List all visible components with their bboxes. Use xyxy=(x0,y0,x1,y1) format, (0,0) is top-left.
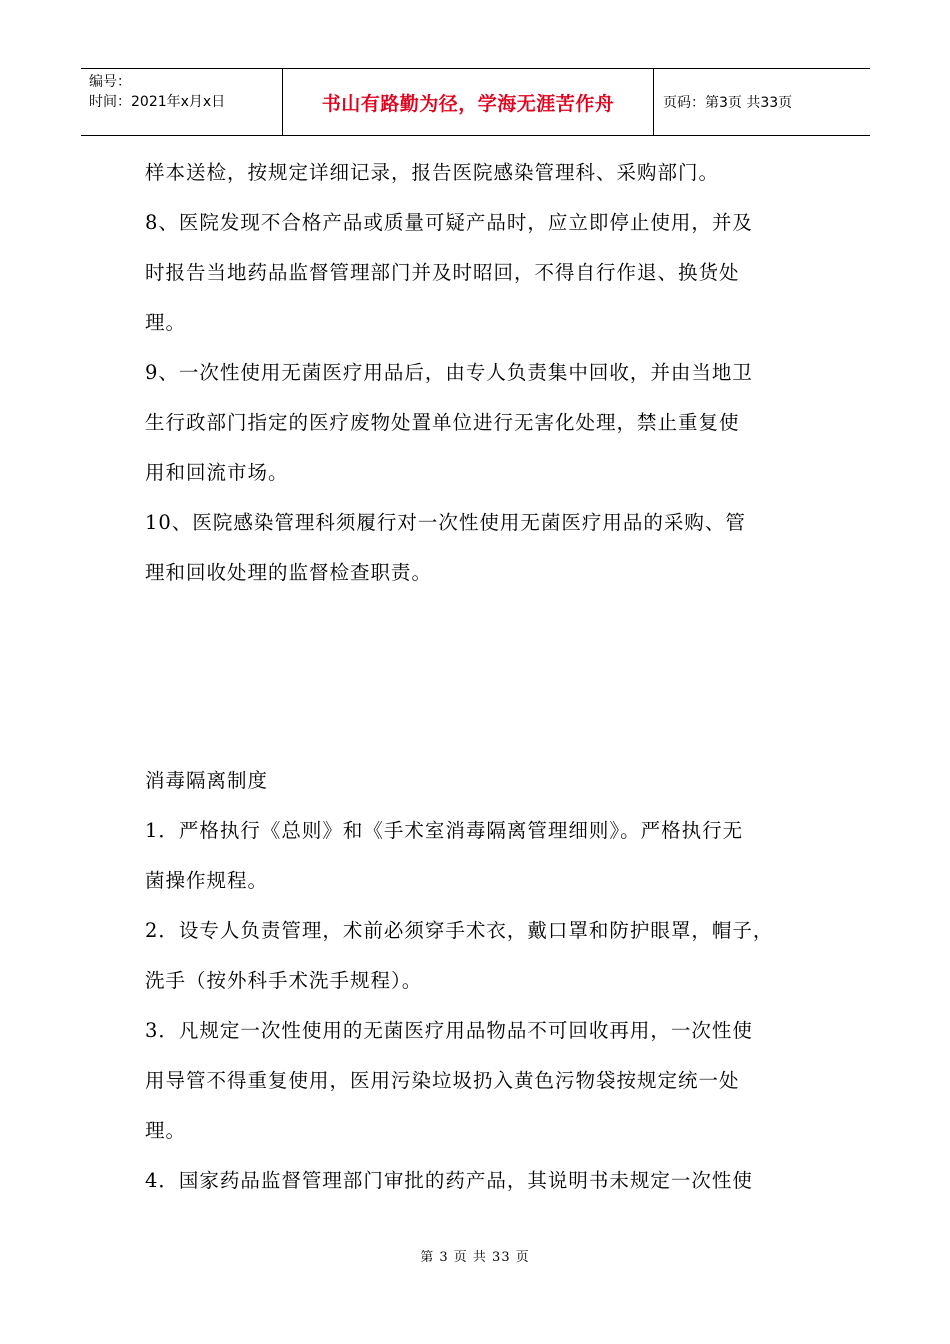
section-line: 洗手（按外科手术洗手规程）。 xyxy=(145,969,423,992)
header-meta xyxy=(89,72,225,112)
section-line: 用导管不得重复使用，医用污染垃圾扔入黄色污物袋按规定统一处 xyxy=(145,1069,740,1092)
page-footer: 第 3 页 共 33 页 xyxy=(420,1250,530,1265)
body-line: 理。 xyxy=(145,311,187,334)
body-line: 用和回流市场。 xyxy=(145,461,289,484)
header-time-label: 时间：2021年x月x日 xyxy=(89,94,226,110)
section-line: 2．设专人负责管理，术前必须穿手术衣，戴口罩和防护眼罩，帽子， xyxy=(145,919,774,942)
section-line: 4．国家药品监督管理部门审批的药产品，其说明书未规定一次性使 xyxy=(145,1169,753,1192)
body-line: 生行政部门指定的医疗废物处置单位进行无害化处理，禁止重复使 xyxy=(145,411,740,434)
body-line: 8、医院发现不合格产品或质量可疑产品时，应立即停止使用，并及 xyxy=(145,211,753,234)
body-line: 时报告当地药品监督管理部门并及时昭回，不得自行作退、换货处 xyxy=(145,261,740,284)
section-line: 菌操作规程。 xyxy=(145,869,269,892)
section-line: 1．严格执行《总则》和《手术室消毒隔离管理细则》。严格执行无 xyxy=(145,819,744,842)
body-line: 样本送检，按规定详细记录，报告医院感染管理科、采购部门。 xyxy=(145,161,720,184)
header-page-info: 页码：第3页 共33页 xyxy=(663,95,793,111)
section-line: 3．凡规定一次性使用的无菌医疗用品物品不可回收再用，一次性使 xyxy=(145,1019,753,1042)
body-line: 9、一次性使用无菌医疗用品后，由专人负责集中回收，并由当地卫 xyxy=(145,361,753,384)
section-title: 消毒隔离制度 xyxy=(145,769,269,792)
header-motto: 书山有路勤为径，学海无涯苦作舟 xyxy=(321,92,615,115)
body-line: 10、医院感染管理科须履行对一次性使用无菌医疗用品的采购、管 xyxy=(145,511,746,534)
header-divider-right xyxy=(653,69,654,135)
body-text xyxy=(145,160,825,585)
section-line: 理。 xyxy=(145,1119,187,1142)
section-body xyxy=(145,818,825,1193)
page-header xyxy=(81,68,870,136)
body-line: 理和回收处理的监督检查职责。 xyxy=(145,561,433,584)
header-number-label: 编号： xyxy=(89,74,131,90)
